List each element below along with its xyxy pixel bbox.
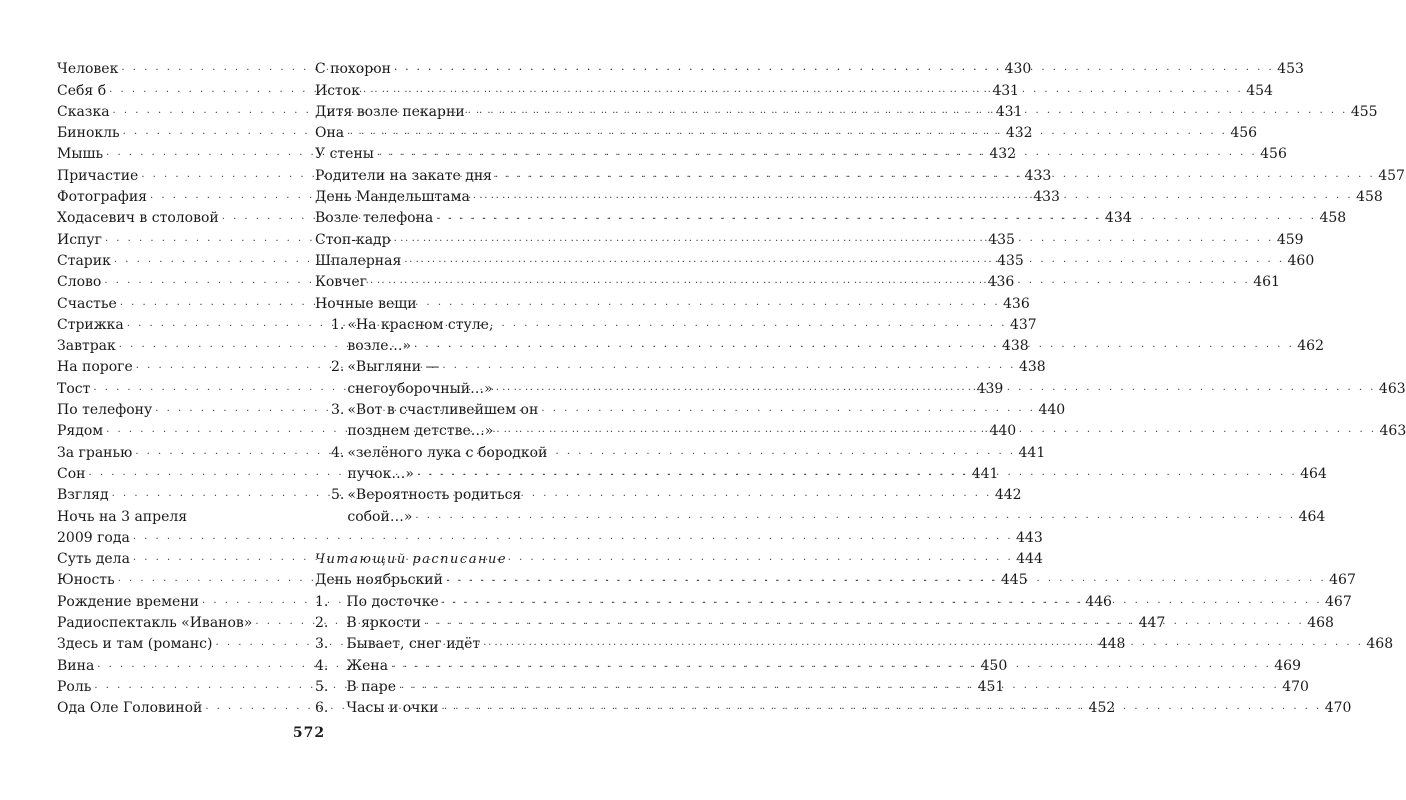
entry-title: Сказка	[57, 103, 110, 120]
dot-leader	[442, 703, 1322, 713]
entry-page: 432	[989, 146, 1017, 163]
entry-title: собой…»	[347, 508, 413, 525]
entry-title-line: «Выгляни —	[347, 359, 440, 376]
entry-page: 437	[1009, 316, 1037, 333]
entry-page: 464	[1298, 508, 1326, 525]
entry-page: 430	[1004, 61, 1032, 78]
entry-title: Ходасевич в столовой	[57, 210, 219, 227]
dot-leader	[496, 384, 1376, 394]
entry-page: 459	[1276, 231, 1304, 248]
entry-title: Вина	[57, 657, 95, 674]
dot-leader	[424, 618, 1304, 628]
entry-title: пучок…»	[347, 465, 414, 482]
entry-title: Бывает, снег идёт	[346, 636, 481, 653]
entry-title: Завтрак	[57, 338, 116, 355]
entry-title: Себя б	[57, 82, 107, 99]
entry-page: 463	[1378, 380, 1406, 397]
entry-page: 470	[1324, 700, 1352, 717]
entry-title: С похорон	[315, 61, 391, 78]
entry-title: Ковчег	[315, 274, 368, 291]
toc-entry	[347, 376, 1405, 397]
entry-page: 439	[976, 380, 1004, 397]
entry-title: Стоп-кадр	[315, 231, 391, 248]
dot-leader	[417, 469, 1297, 479]
entry-title: Роль	[57, 678, 92, 695]
entry-page: 440	[1038, 402, 1066, 419]
entry-page: 444	[1016, 551, 1043, 568]
entry-title: Стрижка	[57, 316, 124, 333]
toc-entry	[57, 526, 1043, 547]
entry-page: 448	[1098, 636, 1126, 653]
toc-entry	[347, 504, 1325, 525]
entry-page: 451	[977, 678, 1005, 695]
dot-leader	[377, 149, 1257, 159]
entry-page: 456	[1260, 146, 1287, 163]
entry-page: 442	[994, 487, 1022, 504]
toc-entry	[346, 696, 1351, 717]
entry-title: Шпалерная	[315, 252, 402, 269]
entry-page: 431	[992, 82, 1020, 99]
entry-body	[346, 696, 1351, 717]
entry-page: 445	[1000, 572, 1028, 589]
entry-number: 4.	[331, 444, 345, 461]
dot-leader	[442, 597, 1322, 607]
entry-page: 438	[1001, 338, 1029, 355]
toc-entry	[347, 334, 1324, 355]
entry-page: 467	[1329, 572, 1356, 589]
entry-body	[347, 313, 1324, 356]
entry-title-line: «зелёного лука с бородкой	[347, 444, 548, 461]
dot-leader	[468, 107, 1348, 117]
entry-page: 436	[987, 274, 1015, 291]
entry-page: 432	[1005, 125, 1033, 142]
entry-page: 438	[1018, 359, 1046, 376]
entry-page: 433	[1024, 167, 1052, 184]
entry-title: снегоуборочный…»	[347, 380, 493, 397]
entry-page: 469	[1274, 657, 1301, 674]
entry-body	[346, 632, 1393, 653]
dot-leader	[370, 277, 1250, 287]
entry-title-line: Ночь на 3 апреля	[57, 508, 188, 525]
entry-page: 453	[1277, 61, 1304, 78]
entry-body	[347, 398, 1406, 441]
dot-leader	[414, 341, 1294, 351]
entry-title: У стены	[315, 146, 374, 163]
dot-leader	[446, 575, 1326, 585]
entry-page: 457	[1378, 167, 1405, 184]
entry-title: Взгляд	[57, 487, 109, 504]
entry-title: Жена	[346, 657, 389, 674]
entry-title: 2009 года	[57, 529, 130, 546]
entry-page: 450	[980, 657, 1008, 674]
entry-number: 4.	[315, 657, 329, 674]
entry-number: 3.	[331, 402, 345, 419]
entry-title: По досточке	[346, 593, 439, 610]
entry-page: 454	[1246, 82, 1273, 99]
dot-leader	[495, 171, 1375, 181]
entry-page: 441	[971, 465, 999, 482]
entry-page: 468	[1366, 636, 1394, 653]
entry-title: На пороге	[57, 359, 133, 376]
dot-leader	[399, 682, 1279, 692]
dot-leader	[391, 661, 1271, 671]
entry-title: Старик	[57, 252, 111, 269]
entry-title: Радиоспектакль «Иванов»	[57, 615, 253, 632]
entry-page: 443	[1016, 529, 1043, 546]
entry-title: В паре	[346, 678, 397, 695]
entry-title-line: «Вот в счастливейшем он	[347, 402, 539, 419]
entry-number: 5.	[331, 487, 345, 504]
dot-leader	[347, 128, 1227, 138]
entry-title: Фотография	[57, 189, 147, 206]
dot-leader	[436, 213, 1316, 223]
entry-page: 435	[997, 252, 1024, 269]
section-spacer	[315, 526, 552, 547]
entry-page: 470	[1282, 678, 1309, 695]
entry-title: Человек	[57, 61, 119, 78]
page-number: 572	[292, 725, 326, 741]
entry-page: 463	[1379, 423, 1406, 440]
entry-title: Слово	[57, 274, 102, 291]
entry-title: возле…»	[347, 338, 412, 355]
entry-title: Юность	[57, 572, 115, 589]
entry-body	[346, 653, 1301, 674]
entry-title: Испуг	[57, 231, 102, 248]
entry-page: 468	[1307, 615, 1334, 632]
entry-title-line: «Вероятность родиться	[347, 487, 522, 504]
toc-entry	[346, 675, 1309, 696]
dot-leader	[394, 235, 1274, 245]
section-heading: Читающий расписание	[315, 552, 508, 568]
entry-title: Родители на закате дня	[315, 167, 492, 184]
dot-leader	[404, 256, 1284, 266]
section-heading: Ночные вещи	[315, 295, 417, 312]
entry-title: Сон	[57, 465, 86, 482]
entry-page: 434	[1104, 210, 1132, 227]
entry-title: Рядом	[57, 423, 104, 440]
entry-page: 464	[1300, 465, 1327, 482]
entry-page: 458	[1356, 189, 1383, 206]
entry-page: 441	[1018, 444, 1046, 461]
entry-body	[346, 675, 1309, 696]
dot-leader	[473, 192, 1353, 202]
entry-number: 2.	[331, 359, 345, 376]
dot-leader	[120, 299, 1000, 309]
entry-page: 455	[1350, 103, 1378, 120]
dot-leader	[363, 86, 1243, 96]
dot-leader	[483, 639, 1363, 649]
entry-title: День ноябрьский	[315, 572, 443, 589]
entry-page: 460	[1287, 252, 1315, 269]
entry-body	[347, 355, 1405, 398]
entry-title: Часы и очки	[346, 700, 439, 717]
dot-leader	[496, 426, 1376, 436]
entry-title: День Мандельштама	[315, 189, 470, 206]
entry-title: Ода Оле Головиной	[57, 700, 203, 717]
entry-page: 467	[1325, 593, 1352, 610]
toc-entry	[347, 462, 1327, 483]
entry-title: Здесь и там (романс)	[57, 636, 213, 653]
entry-number: 1.	[331, 316, 345, 333]
dot-leader	[133, 554, 1013, 564]
entry-number: 6.	[315, 700, 329, 717]
entry-title-line: «На красном стуле,	[347, 316, 494, 333]
entry-number: 5.	[315, 678, 329, 695]
toc-entry	[346, 653, 1301, 674]
dot-leader	[133, 533, 1013, 543]
entry-page: 447	[1138, 615, 1166, 632]
entry-title: Мышь	[57, 146, 104, 163]
entry-body	[346, 611, 1334, 632]
entry-page: 446	[1085, 593, 1112, 610]
toc-entry	[346, 589, 1351, 610]
entry-title: По телефону	[57, 402, 153, 419]
entry-number: 2.	[315, 615, 329, 632]
entry-title: Исток	[315, 82, 360, 99]
toc-entry	[346, 632, 1393, 653]
entry-page: 440	[989, 423, 1017, 440]
entry-title: Возле телефона	[315, 210, 434, 227]
entry-title: Дитя возле пекарни	[315, 103, 465, 120]
entry-title: позднем детстве…»	[347, 423, 494, 440]
entry-title: Она	[315, 125, 345, 142]
entry-title: Причастие	[57, 167, 139, 184]
entry-body	[347, 483, 1325, 526]
entry-title: Рождение времени	[57, 593, 199, 610]
entry-title: Тост	[57, 380, 91, 397]
entry-title: Бинокль	[57, 125, 120, 142]
entry-page: 436	[1003, 295, 1030, 312]
entry-page: 431	[995, 103, 1023, 120]
entry-page: 462	[1297, 338, 1324, 355]
toc-entry	[346, 611, 1334, 632]
entry-title: В яркости	[346, 615, 421, 632]
entry-title: Суть дела	[57, 551, 130, 568]
entry-page: 456	[1230, 125, 1258, 142]
entry-page: 452	[1088, 700, 1116, 717]
entry-page: 458	[1319, 210, 1347, 227]
entry-number: 1.	[315, 593, 329, 610]
entry-title: Счастье	[57, 295, 117, 312]
entry-page: 461	[1253, 274, 1280, 291]
toc-entry	[347, 419, 1406, 440]
dot-leader	[415, 512, 1295, 522]
dot-leader	[394, 64, 1274, 74]
entry-number: 3.	[315, 636, 329, 653]
entry-body	[346, 589, 1351, 610]
entry-body	[347, 440, 1327, 483]
entry-page: 435	[988, 231, 1015, 248]
entry-title: За гранью	[57, 444, 133, 461]
entry-page: 433	[1033, 189, 1060, 206]
